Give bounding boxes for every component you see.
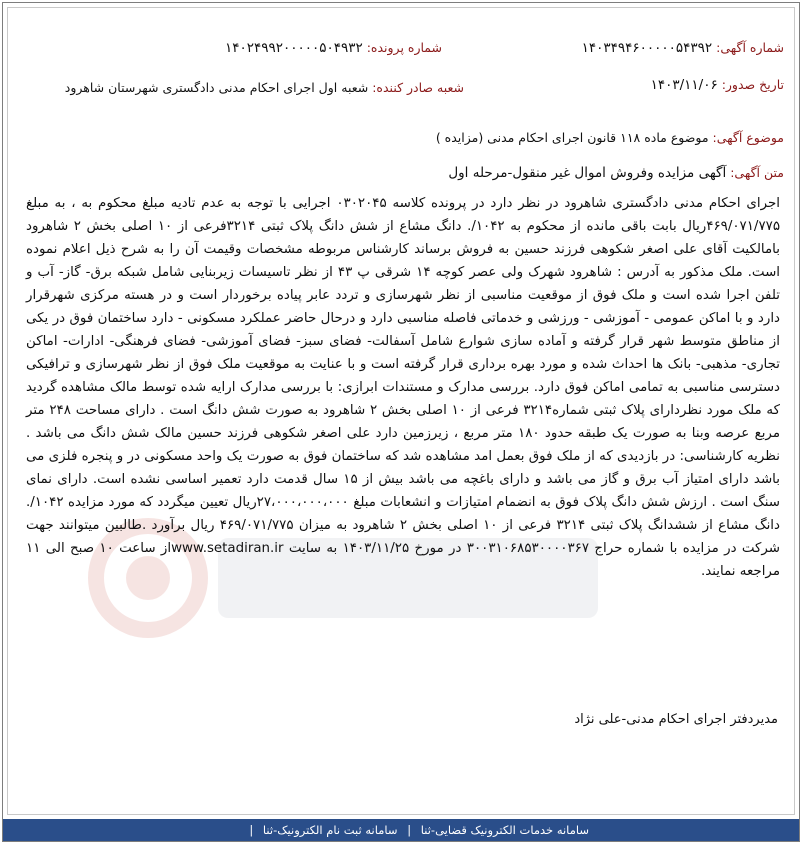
notice-number-row: [582, 40, 784, 56]
issue-date-label: تاریخ صدور:: [721, 77, 784, 92]
issue-date: ۱۴۰۳/۱۱/۰۶: [650, 77, 718, 93]
issuer-row: [65, 80, 464, 95]
text-label: متن آگهی:: [730, 165, 784, 180]
footer-trailing-separator: |: [249, 823, 254, 837]
footer-link-sana-services[interactable]: سامانه خدمات الکترونیک قضایی-ثنا: [420, 823, 589, 837]
notice-content: [7, 7, 795, 815]
footer-separator: |: [407, 823, 412, 837]
text-title-row: [448, 165, 784, 181]
notice-body: [26, 192, 780, 583]
footer-link-sana-registration[interactable]: سامانه ثبت نام الکترونیک-ثنا: [262, 823, 398, 837]
notice-number-label: شماره آگهی:: [716, 40, 784, 55]
subject: موضوع ماده ۱۱۸ قانون اجرای احکام مدنی (مزایده ): [435, 130, 709, 145]
case-number-row: [225, 40, 442, 56]
footer-bar: [3, 819, 799, 841]
signature: مدیردفتر اجرای احکام مدنی-علی نژاد: [574, 712, 778, 727]
issue-date-row: [651, 77, 784, 93]
notice-body-paragraph: اجرای احکام مدنی دادگستری شاهرود در نظر دارد در پرونده کلاسه ۰۳۰۲۰۴۵ اجرایی با توجه به عدم تادیه مبلغ محکوم به ، به مبلغ ۴۶۹/۰۷۱/۷۷۵ریال بابت باقی مانده از محکوم به ۱۰۴۲/. دانگ مشاع از شش دانگ پلاک ثبتی ۳۲۱۴فرعی از ۱۰ اصلی بخش ۲ شاهرود بامالکیت آقای علی اصغر شکوهی فرزند حسین به فروش برساند کارشناس مربوطه مشخصات وقیمت آن را به شرح ذیل اعلام نموده است. ملک مذکور به آدرس : شاهرود شهرک ولی عصر کوچه ۱۴ شرقی پ ۴۳ از نظر تاسیسات زیربنایی شامل شبکه برق- گاز- آب و تلفن اجرا شده است و ملک فوق از موقعیت مناسبی از نظر شهرسازی و تردد عابر پیاده برخوردار است و در هسته مرکزی شهرقرار دارد و با اماکن عمومی - آموزشی - ورزشی و خدماتی فاصله مناسبی دارد و درحال حاضر عملکرد مسکونی - دارد ساختمان فوق در یکی از مناطق متوسط شهر قرار گرفته و آماده سازی شوارع شامل آسفالت- فضای سبز- فضای آموزشی- فضای فرهنگی- ادارات- اماکن تجاری- مذهبی- بانک ها احداث شده و مورد بهره برداری قرار گرفته است و با عنایت به موقعیت ملک فوق از نظر شهرسازی و ترافیکی دسترسی مناسبی به تمامی اماکن فوق دارد. بررسی مدارک و مستندات ابرازی: با بررسی مدارک ارایه شده توسط مالک مشاهده گردید که ملک مورد نظردارای پلاک ثبتی شماره۳۲۱۴ فرعی از ۱۰ اصلی بخش ۲ شاهرود به صورت شش دانگ است . دارای مساحت ۲۴۸ متر مربع عرصه وبنا به صورت یک طبقه حدود ۱۸۰ متر مربع ، زیرزمین دارد علی اصغر شکوهی فرزند حسین مالک شش دانگ می باشد . نظریه کارشناسی: در بازدیدی که از ملک فوق بعمل امد مشاهده شد که ساختمان فوق به صورت یک واحد مسکونی در و پنجره فلزی می باشد دارای امتیاز آب برق و گاز می باشد و دارای باغچه می باشد بیش از ۱۵ سال قدمت دارد تعمیر اساسی نشده است. دارای نمای سنگ است . ارزش شش دانگ پلاک فوق به انضمام امتیازات و انشعابات مبلغ ۲۷،۰۰۰،۰۰۰،۰۰۰ریال تعیین میگردد که مورد مزایده ۱۰۴۲/. دانگ مشاع از ششدانگ پلاک ثبتی ۳۲۱۴ فرعی از ۱۰ اصلی بخش ۲ شاهرود به میزان ۴۶۹/۰۷۱/۷۷۵ ریال برآورد .طالبین میتوانند جهت شرکت در مزایده با شماره حراج ۳۰۰۳۱۰۶۸۵۳۰۰۰۰۳۶۷ در مورخ ۱۴۰۳/۱۱/۲۵ به سایت www.setadiran.irاز ساعت ۱۰ صبح الی ۱۱ مراجعه نمایند.: [26, 196, 781, 579]
case-number: ۱۴۰۲۴۹۹۲۰۰۰۰۰۵۰۴۹۳۲: [224, 40, 363, 56]
notice-number: ۱۴۰۳۴۹۴۶۰۰۰۰۰۵۴۳۹۲: [581, 40, 713, 56]
text-title: آگهی مزایده وفروش اموال غیر منقول-مرحله اول: [448, 165, 727, 181]
case-number-label: شماره پرونده:: [366, 40, 442, 55]
issuer-label: شعبه صادر کننده:: [372, 80, 464, 95]
issuer: شعبه اول اجرای احکام مدنی دادگستری شهرستان شاهرود: [64, 80, 369, 95]
notice-frame: [2, 2, 800, 842]
subject-label: موضوع آگهی:: [712, 130, 784, 145]
subject-row: [436, 130, 784, 145]
